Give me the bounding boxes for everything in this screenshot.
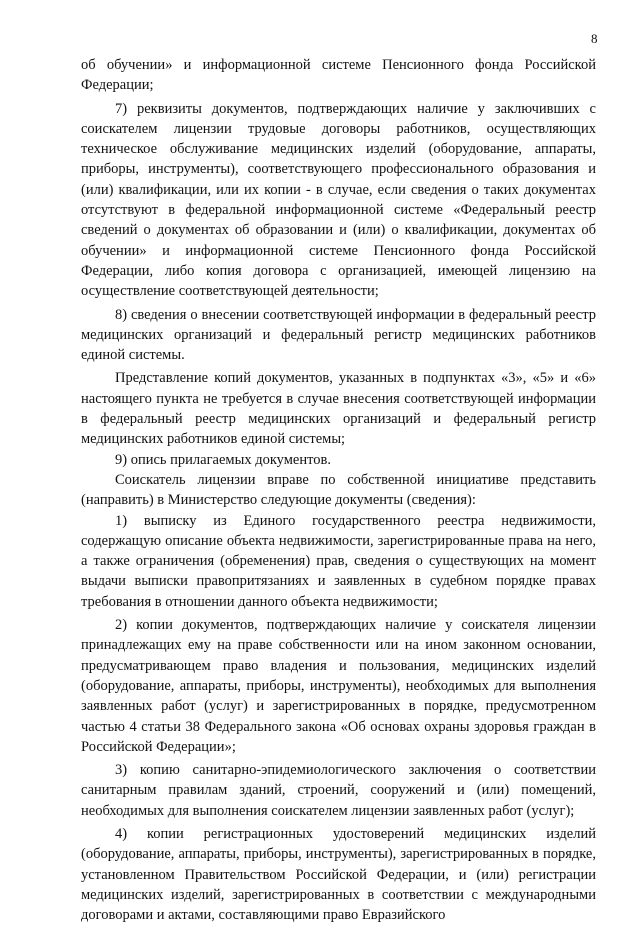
paragraph-optional-intro: Соискатель лицензии вправе по собственной инициативе представить (направить) в Министерство следующие документы (сведения): xyxy=(81,471,596,509)
page-number: 8 xyxy=(591,31,598,46)
paragraph-optional-3: 3) копию санитарно-эпидемиологического заключения о соответствии санитарным правилам зданий, строений, сооружений и (или) помещений, необходимых для выполнения соискателем лицензии заявленных работ (услуг); xyxy=(81,762,596,819)
paragraph-continuation: об обучении» и информационной системе Пенсионного фонда Российской Федерации; xyxy=(81,57,596,94)
document-body xyxy=(81,55,596,925)
paragraph-optional-1: 1) выписку из Единого государственного реестра недвижимости, содержащую описание объекта недвижимости, зарегистрированные права на него, а также ограничения (обременения) прав, сведения о существующих на момент выдачи выписки правопритязаниях и заявленных в судебном порядке правах требования в отношении данного объекта недвижимости; xyxy=(81,512,596,610)
paragraph-item-9: 9) опись прилагаемых документов. xyxy=(115,451,331,468)
paragraph-optional-2: 2) копии документов, подтверждающих наличие у соискателя лицензии принадлежащих ему на праве собственности или на ином законном основании, предусматривающем право владения и пользования, медицинских изделий (оборудование, аппараты, приборы, инструменты), необходимых для выполнения заявленных работ (услуг) и зарегистрированных в порядке, предусмотренном частью 4 статьи 38 Федерального закона «Об основах охраны здоровья граждан в Российской Федерации»; xyxy=(81,617,596,755)
paragraph-optional-4: 4) копии регистрационных удостоверений медицинских изделий (оборудование, аппараты, приборы, инструменты), зарегистрированных в порядке, установленном Правительством Российской Федерации, и (или) регистрации медицинских изделий, зарегистрированных в соответствии с международными договорами и актами, составляющими право Евразийского xyxy=(81,825,596,924)
paragraph-item-7: 7) реквизиты документов, подтверждающих наличие у заключивших с соискателем лицензии трудовые договоры работников, осуществляющих техническое обслуживание медицинских изделий (оборудование, аппараты, приборы, инструменты), соответствующего профессионального образования и (или) квалификации, или их копии - в случае, если сведения о таких документах отсутствуют в федеральной информационной системе «Федеральный реестр сведений о документах об образовании и (или) о квалификации, документах об обучении» и информационной системе Пенсионного фонда Российской Федерации, либо копия договора с организацией, имеющей лицензию на осуществление соответствующей деятельности; xyxy=(81,100,596,300)
paragraph-note: Представление копий документов, указанных в подпунктах «3», «5» и «6» настоящего пункта не требуется в случае внесения соответствующей информации в федеральный реестр медицинских организаций и федеральный регистр медицинских работников единой системы; xyxy=(81,370,596,448)
paragraph-item-8: 8) сведения о внесении соответствующей информации в федеральный реестр медицинских организаций и федеральный регистр медицинских работников единой системы. xyxy=(81,306,596,364)
